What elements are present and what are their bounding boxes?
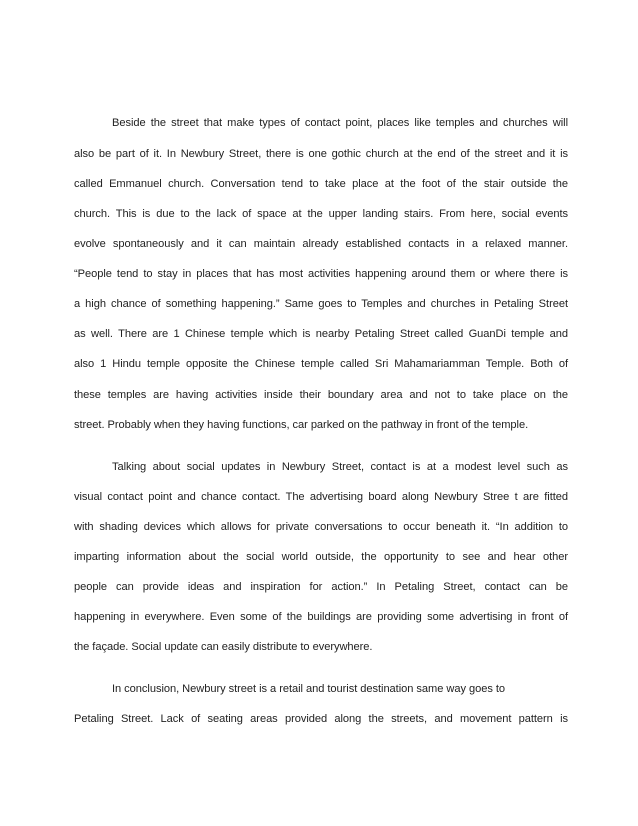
paragraph-2-line-4: imparting information about the social world outside, the opportunity to see and hear other	[74, 551, 568, 563]
paragraph-3-line-1: In conclusion, Newbury street is a retail and tourist destination same way goes to	[112, 683, 506, 695]
paragraph-2-line-3: with shading devices which allows for private conversations to occur beneath it. “In addition to	[74, 521, 568, 533]
paragraph-2-line-7: the façade. Social update can easily distribute to everywhere.	[74, 641, 373, 653]
paragraph-2-line-1: Talking about social updates in Newbury Street, contact is at a modest level such as	[112, 461, 568, 473]
paragraph-1-line-9: also 1 Hindu temple opposite the Chinese temple called Sri Mahamariamman Temple. Both of	[74, 358, 568, 370]
paragraph-1-line-11: street. Probably when they having functions, car parked on the pathway in front of the temple.	[74, 419, 529, 431]
paragraph-2-line-5: people can provide ideas and inspiration for action.” In Petaling Street, contact can be	[74, 581, 568, 593]
paragraph-2-line-2: visual contact point and chance contact. The advertising board along Newbury Stree t are fitted	[74, 491, 568, 503]
paragraph-1-line-10: these temples are having activities inside their boundary area and not to take place on the	[74, 389, 568, 401]
paragraph-1-line-3: called Emmanuel church. Conversation tend to take place at the foot of the stair outside the	[74, 178, 568, 190]
paragraph-1-line-2: also be part of it. In Newbury Street, there is one gothic church at the end of the street and it is	[74, 148, 568, 160]
paragraph-3-line-2: Petaling Street. Lack of seating areas provided along the streets, and movement pattern is	[74, 713, 568, 725]
paragraph-1-line-8: as well. There are 1 Chinese temple which is nearby Petaling Street called GuanDi temple and	[74, 328, 568, 340]
paragraph-1-line-1: Beside the street that make types of contact point, places like temples and churches will	[112, 117, 568, 129]
paragraph-1-line-5: evolve spontaneously and it can maintain already established contacts in a relaxed manner.	[74, 238, 568, 250]
paragraph-1-line-4: church. This is due to the lack of space at the upper landing stairs. From here, social events	[74, 208, 568, 220]
paragraph-2-line-6: happening in everywhere. Even some of the buildings are providing some advertising in front of	[74, 611, 568, 623]
paragraph-1-line-7: a high chance of something happening.” Same goes to Temples and churches in Petaling Street	[74, 298, 568, 310]
paragraph-1-line-6: “People tend to stay in places that has most activities happening around them or where there is	[74, 268, 568, 280]
